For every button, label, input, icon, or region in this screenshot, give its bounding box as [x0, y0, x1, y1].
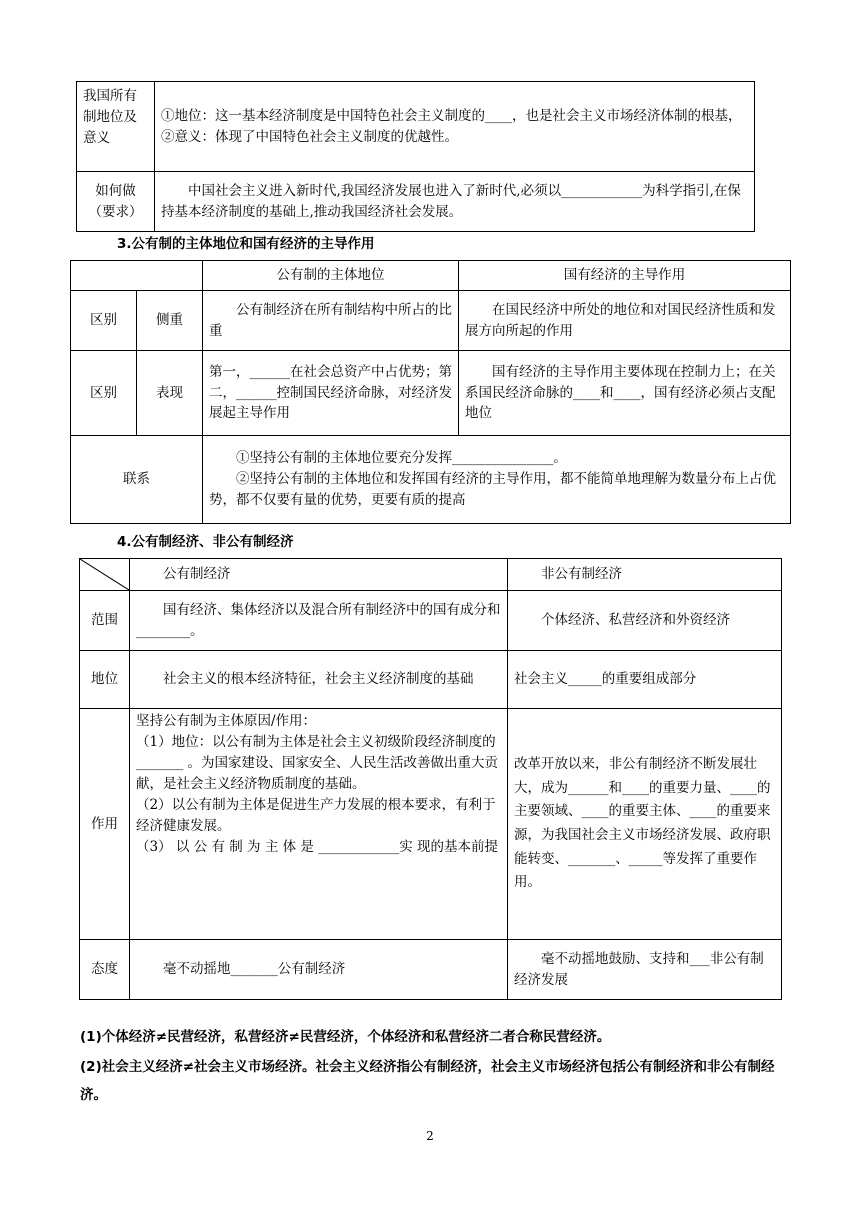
cell-manifest-public: 第一，______在社会总资产中占优势；第二，______控制国民经济命脉，对经济发展起主导作用 — [203, 351, 459, 436]
label-manifestation: 表现 — [137, 351, 203, 436]
header-col-nonpublic-economy: 非公有制经济 — [508, 559, 782, 591]
connection-line-1: ①坚持公有制的主体地位要充分发挥_______________。 — [236, 450, 567, 467]
header-col-public: 公有制的主体地位 — [203, 261, 459, 291]
cell-position-public: 社会主义的根本经济特征，社会主义经济制度的基础 — [130, 651, 508, 709]
label-focus: 侧重 — [137, 291, 203, 351]
label-position: 地位 — [80, 651, 130, 709]
table-public-ownership — [70, 260, 791, 524]
label-scope: 范围 — [80, 591, 130, 651]
diagonal-header-cell — [80, 559, 130, 591]
row-label-status: 我国所有制地位及意义 — [77, 82, 155, 172]
header-col-public-economy: 公有制经济 — [130, 559, 508, 591]
row-content-status: ①地位：这一基本经济制度是中国特色社会主义制度的____，也是社会主义市场经济体制的根基， ②意义：体现了中国特色社会主义制度的优越性。 — [155, 82, 755, 172]
label-attitude: 态度 — [80, 940, 130, 1000]
section-heading-3: 3.公有制的主体地位和国有经济的主导作用 — [117, 236, 375, 252]
note-2: (2)社会主义经济≠社会主义市场经济。社会主义经济指公有制经济，社会主义市场经济包括公有制经济和非公有制经济。 — [80, 1059, 775, 1103]
label-connection: 联系 — [71, 436, 203, 524]
cell-scope-public: 国有经济、集体经济以及混合所有制经济中的国有成分和________。 — [130, 591, 508, 651]
header-col-state: 国有经济的主导作用 — [459, 261, 791, 291]
connection-line-2: ②坚持公有制的主体地位和发挥国有经济的主导作用，都不能简单地理解为数量分布上占优势，都不仅要有量的优势，更要有质的提高 — [209, 471, 776, 508]
cell-role-nonpublic: 改革开放以来，非公有制经济不断发展壮大，成为______和____的重要力量、____的主要领域、____的重要主体、____的重要来源，为我国社会主义市场经济发展、政府职能转变、_______、_____等发挥了重要作用。 — [508, 709, 782, 940]
cell-scope-nonpublic: 个体经济、私营经济和外资经济 — [508, 591, 782, 651]
note-1: (1)个体经济≠民营经济，私营经济≠民营经济，个体经济和私营经济二者合称民营经济。 — [80, 1029, 611, 1045]
cell-connection — [203, 436, 791, 524]
page-number: 2 — [426, 1129, 434, 1143]
role-public-line-4: （3） 以 公 有 制 为 主 体 是 ____________实 现的基本前提 — [136, 838, 499, 855]
table-institution-status — [76, 81, 755, 232]
role-public-line-3: （2）以公有制为主体是促进生产力发展的根本要求，有利于经济健康发展。 — [136, 796, 496, 834]
cell-role-public — [130, 709, 508, 940]
section-heading-4: 4.公有制经济、非公有制经济 — [117, 534, 294, 550]
role-public-line-1: 坚持公有制为主体原因/作用： — [136, 713, 317, 729]
label-difference: 区别 — [71, 291, 137, 351]
cell-attitude-nonpublic: 毫不动摇地鼓励、支持和___非公有制经济发展 — [508, 940, 782, 1000]
label-role: 作用 — [80, 709, 130, 940]
cell-focus-state: 在国民经济中所处的地位和对国民经济性质和发展方向所起的作用 — [459, 291, 791, 351]
row-label-requirement: 如何做（要求） — [77, 172, 155, 232]
row-content-requirement: 中国社会主义进入新时代,我国经济发展也进入了新时代,必须以____________为科学指引,在保持基本经济制度的基础上,推动我国经济社会发展。 — [155, 172, 755, 232]
cell-attitude-public: 毫不动摇地_______公有制经济 — [130, 940, 508, 1000]
cell-position-nonpublic: 社会主义_____的重要组成部分 — [508, 651, 782, 709]
label-difference-2: 区别 — [71, 351, 137, 436]
header-empty — [71, 261, 203, 291]
role-public-line-2: （1）地位：以公有制为主体是社会主义初级阶段经济制度的 _______ 。为国家建设、国家安全、人民生活改善做出重大贡献，是社会主义经济物质制度的基础。 — [136, 733, 499, 792]
cell-manifest-state: 国有经济的主导作用主要体现在控制力上；在关系国民经济命脉的____和____，国有经济必须占支配地位 — [459, 351, 791, 436]
cell-focus-public: 公有制经济在所有制结构中所占的比重 — [203, 291, 459, 351]
diagonal-line — [80, 559, 129, 590]
table-ownership-comparison — [79, 558, 782, 1000]
